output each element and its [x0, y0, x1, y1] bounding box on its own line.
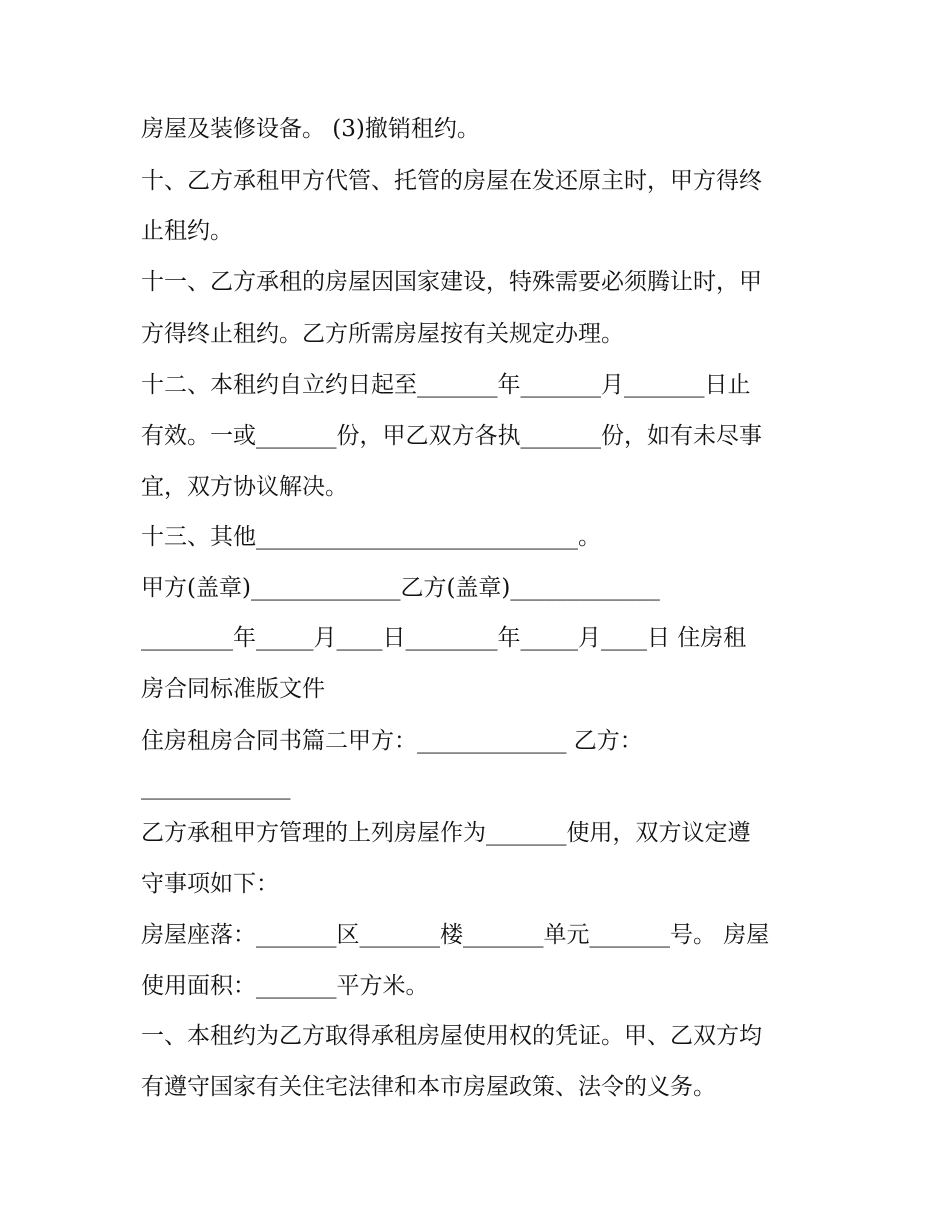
text-line: 宜，双方协议解决。 [141, 474, 348, 500]
text-line: 房屋及装修设备。 (3)撤销租约。 [141, 116, 480, 142]
text-line: 十三、其他____________________________。 [141, 524, 601, 550]
text-line: 房屋座落：_______区_______楼_______单元_______号。 房屋 [141, 922, 770, 948]
text-line: 十二、本租约自立约日起至_______年_______月_______日止 [141, 372, 751, 398]
text-line: 十、乙方承租甲方代管、托管的房屋在发还原主时，甲方得终 [141, 168, 762, 194]
text-line: 乙方承租甲方管理的上列房屋作为_______使用，双方议定遵 [141, 820, 751, 846]
text-line: 甲方(盖章)_____________乙方(盖章)_____________ [141, 575, 660, 601]
text-line: 住房租房合同书篇二甲方：_____________ 乙方： [141, 728, 643, 754]
text-line: 止租约。 [141, 218, 233, 244]
text-line: 有遵守国家有关住宅法律和本市房屋政策、法令的义务。 [141, 1074, 716, 1100]
text-line: 一、本租约为乙方取得承租房屋使用权的凭证。甲、乙双方均 [141, 1023, 762, 1049]
text-line: 方得终止租约。乙方所需房屋按有关规定办理。 [141, 321, 624, 347]
text-line: ________年_____月____日________年_____月____日 住房租 [141, 625, 747, 651]
text-line: 房合同标准版文件 [141, 676, 325, 702]
text-line: 守事项如下： [141, 871, 279, 897]
text-line: 有效。一或_______份，甲乙双方各执_______份，如有未尽事 [141, 423, 762, 449]
text-line: _____________ [141, 774, 291, 800]
text-line: 使用面积：_______平方米。 [141, 973, 429, 999]
text-line: 十一、乙方承租的房屋因国家建设，特殊需要必须腾让时，甲 [141, 269, 762, 295]
